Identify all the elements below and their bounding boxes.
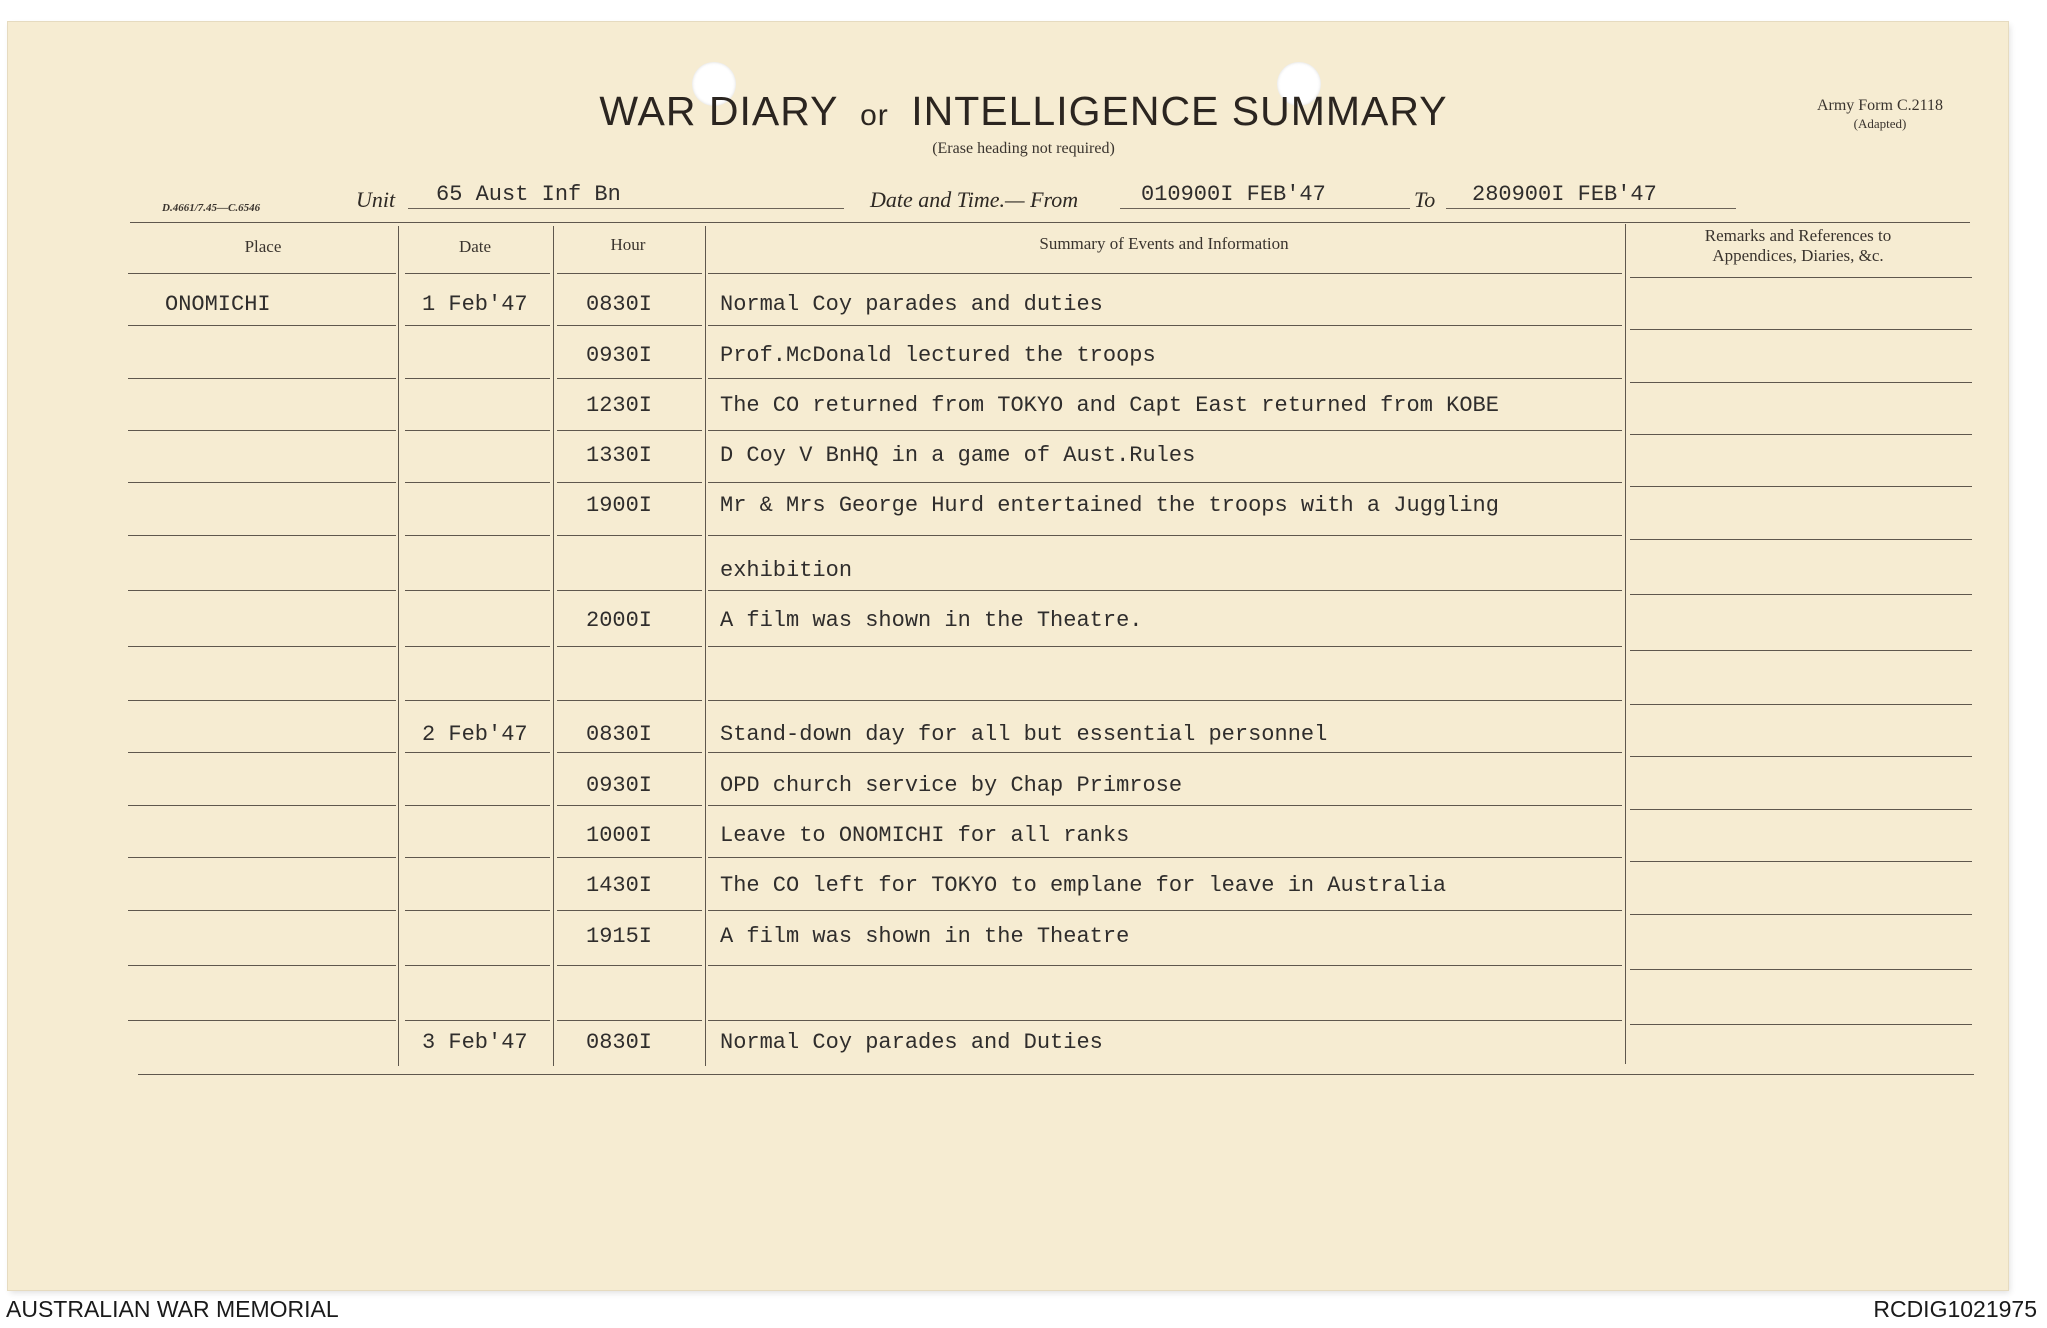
row-rule — [708, 535, 1622, 536]
remarks-header-line-2: Appendices, Diaries, &c. — [1712, 246, 1884, 265]
row-rule — [128, 1020, 396, 1021]
unit-value: 65 Aust Inf Bn — [436, 182, 621, 207]
row-rule — [128, 646, 396, 647]
row-rule — [708, 700, 1622, 701]
footer-identifier: RCDIG1021975 — [1873, 1296, 2037, 1322]
row-rule — [128, 325, 396, 326]
row-rule — [1630, 861, 1972, 862]
row-rule — [708, 482, 1622, 483]
form-subtitle: (Erase heading not required) — [932, 140, 1115, 157]
divider-hour-summary — [705, 226, 706, 1066]
row-rule — [557, 590, 702, 591]
row-rule — [1630, 382, 1972, 383]
row-rule — [708, 378, 1622, 379]
row-rule — [128, 752, 396, 753]
from-underline — [1120, 208, 1410, 209]
summary-cell: A film was shown in the Theatre — [720, 924, 1130, 949]
row-rule — [708, 965, 1622, 966]
summary-cell: Stand-down day for all but essential personnel — [720, 722, 1328, 747]
hour-cell: 1915I — [586, 924, 653, 949]
row-rule — [1630, 914, 1972, 915]
row-rule — [708, 910, 1622, 911]
row-rule — [1630, 539, 1972, 540]
summary-cell: Prof.McDonald lectured the troops — [720, 343, 1156, 368]
remarks-header-line-1: Remarks and References to — [1704, 226, 1892, 245]
summary-cell: Normal Coy parades and duties — [720, 292, 1103, 317]
row-rule — [405, 857, 550, 858]
place-cell: ONOMICHI — [165, 292, 271, 317]
row-rule — [405, 325, 550, 326]
row-rule — [1630, 756, 1972, 757]
to-label: To — [1414, 187, 1436, 212]
row-rule — [1630, 1024, 1972, 1025]
row-rule — [1630, 277, 1972, 278]
summary-cell: The CO left for TOKYO to emplane for leave in Australia — [720, 873, 1447, 898]
form-adapted-text: (Adapted) — [1853, 116, 1907, 131]
date-time-label: Date and Time.— From — [870, 187, 1079, 212]
form-title — [0, 88, 2047, 135]
row-rule — [128, 590, 396, 591]
date-cell: 2 Feb'47 — [422, 722, 528, 747]
row-rule — [1630, 434, 1972, 435]
date-cell: 3 Feb'47 — [422, 1030, 528, 1055]
from-value: 010900I FEB'47 — [1141, 182, 1326, 207]
hour-cell: 0930I — [586, 343, 653, 368]
to-value: 280900I FEB'47 — [1472, 182, 1657, 207]
row-rule — [557, 482, 702, 483]
table-top-rule — [130, 222, 1970, 223]
row-rule — [557, 646, 702, 647]
row-rule — [1630, 650, 1972, 651]
column-header-date: Date — [458, 237, 492, 256]
row-rule — [557, 965, 702, 966]
summary-cell: The CO returned from TOKYO and Capt East returned from KOBE — [720, 393, 1499, 418]
row-rule — [1630, 704, 1972, 705]
summary-cell: Mr & Mrs George Hurd entertained the troops with a Juggling — [720, 493, 1499, 518]
row-rule — [708, 857, 1622, 858]
form-number-text: Army Form C.2118 — [1816, 97, 1944, 114]
army-form-number — [1770, 97, 1990, 133]
row-rule — [1630, 486, 1972, 487]
row-rule — [708, 1020, 1622, 1021]
footer-institution: AUSTRALIAN WAR MEMORIAL — [6, 1296, 339, 1322]
row-rule — [128, 273, 396, 274]
row-rule — [128, 430, 396, 431]
row-rule — [128, 965, 396, 966]
summary-cell: OPD church service by Chap Primrose — [720, 773, 1183, 798]
to-underline — [1446, 208, 1736, 209]
row-rule — [128, 378, 396, 379]
hour-cell: 1430I — [586, 873, 653, 898]
column-header-remarks — [1626, 226, 1970, 266]
row-rule — [128, 700, 396, 701]
hour-cell: 1000I — [586, 823, 653, 848]
row-rule — [557, 535, 702, 536]
row-rule — [405, 910, 550, 911]
row-rule — [557, 700, 702, 701]
row-rule — [557, 273, 702, 274]
hour-cell: 0830I — [586, 1030, 653, 1055]
row-rule — [557, 752, 702, 753]
row-rule — [708, 590, 1622, 591]
row-rule — [405, 430, 550, 431]
column-header-hour: Hour — [610, 235, 646, 254]
row-rule — [128, 535, 396, 536]
column-header-summary: Summary of Events and Information — [1039, 234, 1289, 253]
row-rule — [557, 378, 702, 379]
row-rule — [405, 805, 550, 806]
row-rule — [557, 857, 702, 858]
row-rule — [1630, 809, 1972, 810]
row-rule — [405, 965, 550, 966]
title-intelligence-summary: INTELLIGENCE SUMMARY — [911, 88, 1448, 134]
row-rule — [128, 910, 396, 911]
row-rule — [1630, 329, 1972, 330]
row-rule — [708, 646, 1622, 647]
column-header-place: Place — [244, 237, 282, 256]
row-rule — [128, 805, 396, 806]
row-rule — [405, 646, 550, 647]
row-rule — [405, 700, 550, 701]
row-rule — [708, 273, 1622, 274]
summary-cell: A film was shown in the Theatre. — [720, 608, 1143, 633]
row-rule — [1630, 594, 1972, 595]
row-rule — [405, 1020, 550, 1021]
row-rule — [405, 273, 550, 274]
summary-cell: Normal Coy parades and Duties — [720, 1030, 1103, 1055]
table-bottom-rule — [138, 1074, 1974, 1075]
summary-cell: Leave to ONOMICHI for all ranks — [720, 823, 1130, 848]
row-rule — [557, 805, 702, 806]
row-rule — [128, 857, 396, 858]
hour-cell: 0830I — [586, 722, 653, 747]
print-code: D.4661/7.45—C.6546 — [162, 202, 261, 214]
row-rule — [708, 752, 1622, 753]
row-rule — [557, 910, 702, 911]
divider-summary-remarks — [1625, 224, 1626, 1064]
date-cell: 1 Feb'47 — [422, 292, 528, 317]
row-rule — [708, 430, 1622, 431]
row-rule — [405, 752, 550, 753]
summary-cell: D Coy V BnHQ in a game of Aust.Rules — [720, 443, 1196, 468]
row-rule — [405, 378, 550, 379]
row-rule — [405, 535, 550, 536]
hour-cell: 0830I — [586, 292, 653, 317]
title-war-diary: WAR DIARY — [599, 88, 838, 134]
title-or: or — [860, 99, 889, 132]
row-rule — [557, 325, 702, 326]
unit-underline — [408, 208, 844, 209]
hour-cell: 1900I — [586, 493, 653, 518]
row-rule — [1630, 969, 1972, 970]
row-rule — [128, 482, 396, 483]
hour-cell: 1330I — [586, 443, 653, 468]
hour-cell: 1230I — [586, 393, 653, 418]
row-rule — [405, 482, 550, 483]
divider-place-date — [398, 226, 399, 1066]
row-rule — [405, 590, 550, 591]
summary-cell: exhibition — [720, 558, 853, 583]
hour-cell: 2000I — [586, 608, 653, 633]
row-rule — [557, 430, 702, 431]
row-rule — [557, 1020, 702, 1021]
divider-date-hour — [553, 226, 554, 1066]
row-rule — [708, 805, 1622, 806]
row-rule — [708, 325, 1622, 326]
unit-label: Unit — [356, 187, 396, 212]
hour-cell: 0930I — [586, 773, 653, 798]
